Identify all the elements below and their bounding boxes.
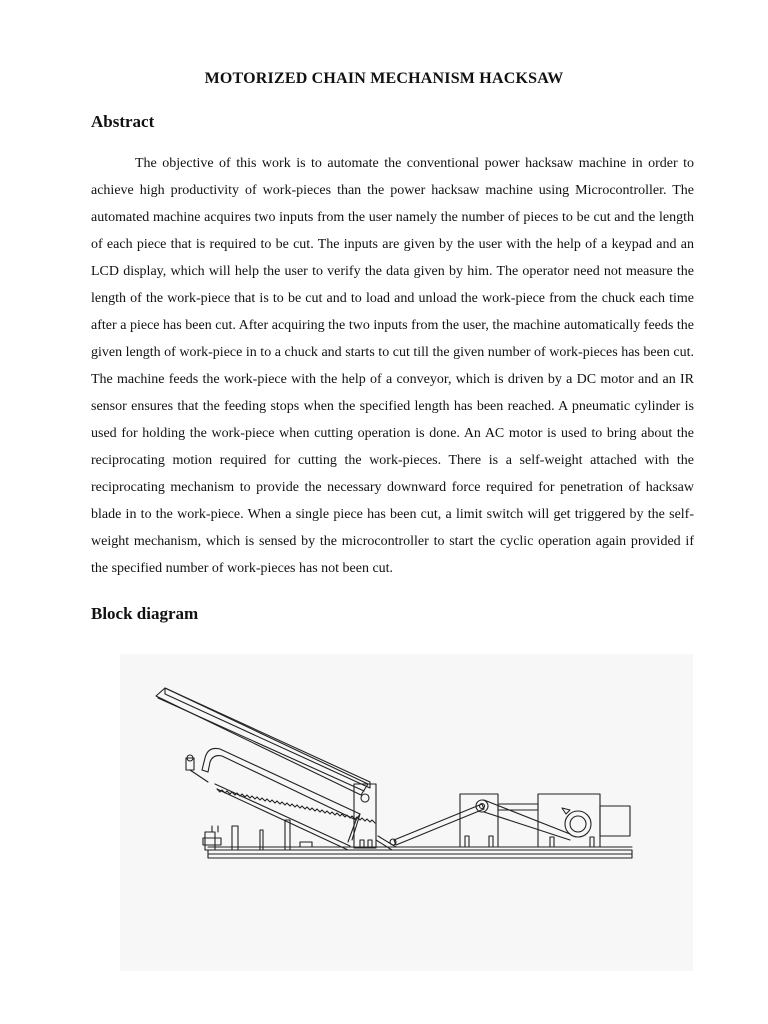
hacksaw-machine-drawing [120, 654, 693, 971]
abstract-paragraph: The objective of this work is to automate the conventional power hacksaw machine in order to achieve high productivity of work-pieces than the power hacksaw machine using Microcontroller. The automated machine acquires two inputs from the user namely the number of pieces to be cut and the length of each piece that is required to be cut. The inputs are given by the user with the help of a keypad and an LCD display, which will help the user to verify the data given by him. The operator need not measure the length of the work-piece that is to be cut and to load and unload the work-piece from the chuck each time after a piece has been cut. After acquiring the two inputs from the user, the machine automatically feeds the given length of work-piece in to a chuck and starts to cut till the given number of work-pieces has been cut. The machine feeds the work-piece with the help of a conveyor, which is driven by a DC motor and an IR sensor ensures that the feeding stops when the specified length has been reached. A pneumatic cylinder is used for holding the work-piece when cutting operation is done. An AC motor is used to bring about the reciprocating motion required for cutting the work-pieces. There is a self-weight attached with the reciprocating mechanism to provide the necessary downward force required for penetration of hacksaw blade in to the work-piece. When a single piece has been cut, a limit switch will get triggered by the self-weight mechanism, which is sensed by the microcontroller to start the cyclic operation again provided if the specified number of work-pieces has not been cut. [91, 156, 694, 576]
base-plate [208, 847, 632, 858]
connecting-rod [376, 804, 484, 850]
block-diagram-figure [120, 654, 693, 971]
chain-drive [484, 800, 570, 840]
hacksaw-blade [186, 755, 375, 850]
block-diagram-heading: Block diagram [91, 604, 199, 623]
inclined-arm [156, 688, 370, 795]
crank-housing [460, 794, 538, 847]
abstract-heading: Abstract [91, 112, 155, 131]
vice-clamp [203, 820, 312, 850]
motor-housing [538, 794, 630, 847]
document-title: MOTORIZED CHAIN MECHANISM HACKSAW [204, 70, 564, 87]
hacksaw-frame [202, 748, 360, 842]
